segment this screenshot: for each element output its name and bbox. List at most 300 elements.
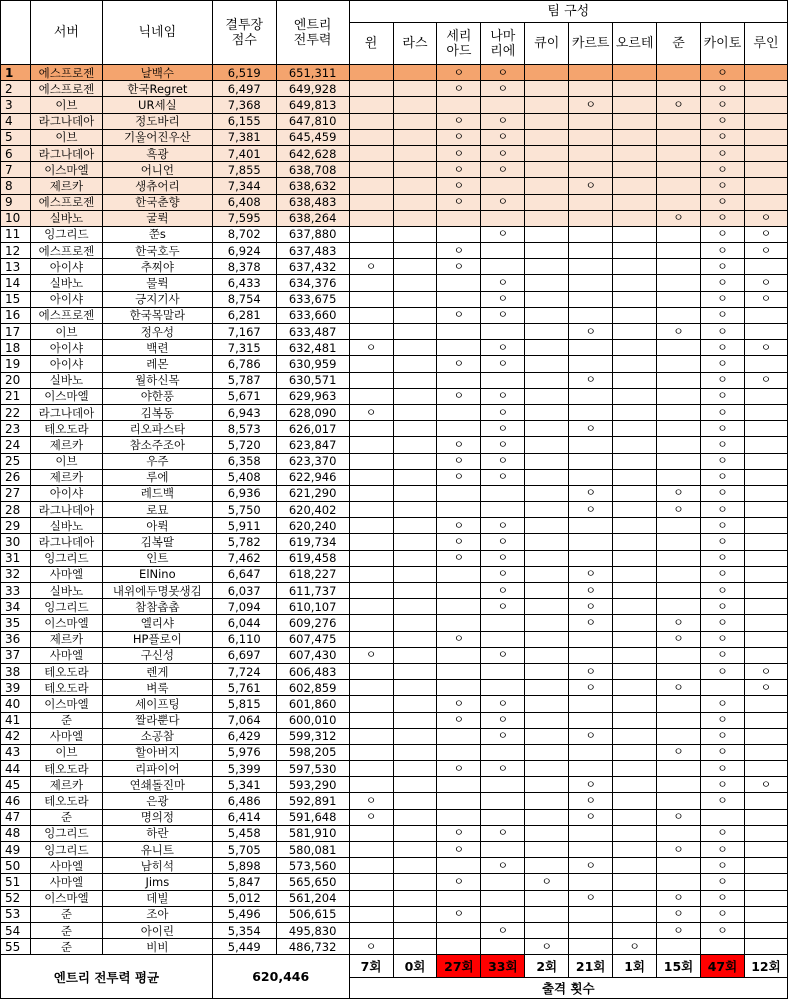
team-mark-cell <box>525 793 569 809</box>
team-mark-cell <box>525 356 569 372</box>
rank-cell: 7 <box>1 162 31 178</box>
nickname-cell: 렌게 <box>102 663 212 679</box>
table-row <box>1 437 788 453</box>
table-row <box>1 744 788 760</box>
team-mark-cell <box>613 259 657 275</box>
team-mark-cell: ㅇ <box>569 793 613 809</box>
team-mark-cell: ㅇ <box>481 421 525 437</box>
rank-cell: 1 <box>1 65 31 81</box>
nickname-cell: 김복동 <box>102 404 212 420</box>
team-mark-cell <box>657 777 701 793</box>
score-cell: 5,496 <box>212 906 276 922</box>
server-cell: 준 <box>30 906 102 922</box>
team-mark-cell <box>393 534 437 550</box>
power-cell: 607,475 <box>276 631 349 647</box>
team-mark-cell <box>525 534 569 550</box>
team-mark-cell: ㅇ <box>700 906 744 922</box>
score-cell: 5,408 <box>212 469 276 485</box>
sortie-count-cell: 0회 <box>393 955 437 978</box>
table-row <box>1 696 788 712</box>
power-cell: 600,010 <box>276 712 349 728</box>
team-mark-cell <box>569 842 613 858</box>
team-mark-cell <box>569 939 613 955</box>
score-cell: 5,898 <box>212 858 276 874</box>
score-cell: 5,787 <box>212 372 276 388</box>
team-mark-cell <box>525 744 569 760</box>
team-mark-cell <box>569 113 613 129</box>
rank-cell: 52 <box>1 890 31 906</box>
power-cell: 565,650 <box>276 874 349 890</box>
team-mark-cell: ㅇ <box>657 97 701 113</box>
team-mark-cell: ㅇ <box>700 858 744 874</box>
nickname-cell: 한국호두 <box>102 243 212 259</box>
team-mark-cell <box>393 922 437 938</box>
team-mark-cell <box>349 696 393 712</box>
team-mark-cell <box>657 372 701 388</box>
team-mark-cell <box>744 453 787 469</box>
server-cell: 이스마엘 <box>30 388 102 404</box>
team-mark-cell <box>349 129 393 145</box>
rank-cell: 18 <box>1 340 31 356</box>
server-cell: 아이샤 <box>30 356 102 372</box>
team-mark-cell: ㅇ <box>481 275 525 291</box>
team-mark-cell <box>525 404 569 420</box>
team-mark-cell <box>393 680 437 696</box>
rank-cell: 39 <box>1 680 31 696</box>
team-mark-cell <box>393 469 437 485</box>
sortie-count-cell: 7회 <box>349 955 393 978</box>
server-cell: 실바노 <box>30 583 102 599</box>
team-mark-cell: ㅇ <box>700 890 744 906</box>
table-row <box>1 647 788 663</box>
team-mark-cell <box>349 502 393 518</box>
team-mark-cell: ㅇ <box>481 129 525 145</box>
team-mark-cell: ㅇ <box>569 566 613 582</box>
team-mark-cell: ㅇ <box>437 162 481 178</box>
team-mark-cell <box>744 858 787 874</box>
team-mark-cell: ㅇ <box>437 518 481 534</box>
team-mark-cell <box>657 356 701 372</box>
team-mark-cell <box>481 485 525 501</box>
nickname-cell: 추찌야 <box>102 259 212 275</box>
team-mark-cell: ㅇ <box>569 777 613 793</box>
team-mark-cell <box>393 421 437 437</box>
team-mark-cell: ㅇ <box>700 469 744 485</box>
score-cell: 8,573 <box>212 421 276 437</box>
table-row <box>1 259 788 275</box>
team-mark-cell: ㅇ <box>744 372 787 388</box>
team-mark-cell <box>569 453 613 469</box>
team-mark-cell: ㅇ <box>481 226 525 242</box>
rank-cell: 23 <box>1 421 31 437</box>
table-row <box>1 340 788 356</box>
rank-cell: 34 <box>1 599 31 615</box>
team-mark-cell <box>744 631 787 647</box>
team-mark-cell <box>437 858 481 874</box>
team-mark-cell <box>744 162 787 178</box>
nickname-header: 닉네임 <box>102 1 212 65</box>
team-mark-cell: ㅇ <box>349 404 393 420</box>
rank-cell: 44 <box>1 761 31 777</box>
team-mark-cell <box>613 744 657 760</box>
server-cell: 아이샤 <box>30 259 102 275</box>
power-cell: 628,090 <box>276 404 349 420</box>
team-mark-cell <box>349 761 393 777</box>
table-row <box>1 518 788 534</box>
power-cell: 633,660 <box>276 307 349 323</box>
power-cell: 601,860 <box>276 696 349 712</box>
nickname-cell: 짤라뿐다 <box>102 712 212 728</box>
power-cell: 649,928 <box>276 81 349 97</box>
team-mark-cell <box>744 485 787 501</box>
table-row <box>1 291 788 307</box>
power-cell: 647,810 <box>276 113 349 129</box>
team-mark-cell <box>613 518 657 534</box>
team-mark-cell <box>657 421 701 437</box>
team-mark-cell <box>349 388 393 404</box>
team-mark-cell <box>349 275 393 291</box>
team-mark-cell <box>393 939 437 955</box>
team-mark-cell <box>349 469 393 485</box>
team-mark-cell <box>569 81 613 97</box>
rank-cell: 33 <box>1 583 31 599</box>
team-mark-cell <box>525 340 569 356</box>
team-mark-cell <box>481 210 525 226</box>
server-cell: 이스마엘 <box>30 162 102 178</box>
team-mark-cell <box>657 939 701 955</box>
team-mark-cell <box>349 226 393 242</box>
team-mark-cell <box>744 939 787 955</box>
table-row <box>1 469 788 485</box>
server-cell: 잉그리드 <box>30 842 102 858</box>
team-mark-cell: ㅇ <box>657 744 701 760</box>
team-mark-cell <box>613 469 657 485</box>
team-mark-cell <box>437 680 481 696</box>
team-mark-cell <box>437 583 481 599</box>
team-mark-cell <box>657 129 701 145</box>
team-mark-cell <box>349 194 393 210</box>
power-cell: 598,205 <box>276 744 349 760</box>
team-mark-cell <box>613 777 657 793</box>
team-mark-cell: ㅇ <box>437 81 481 97</box>
team-mark-cell <box>393 372 437 388</box>
server-cell: 에스프로젠 <box>30 307 102 323</box>
team-mark-cell <box>569 259 613 275</box>
team-mark-cell <box>569 437 613 453</box>
server-cell: 에스프로젠 <box>30 194 102 210</box>
table-row <box>1 145 788 161</box>
team-mark-cell <box>744 728 787 744</box>
team-mark-cell <box>393 647 437 663</box>
team-mark-cell: ㅇ <box>569 372 613 388</box>
server-cell: 이브 <box>30 453 102 469</box>
team-mark-cell <box>569 631 613 647</box>
team-mark-cell <box>393 793 437 809</box>
team-mark-cell: ㅇ <box>700 744 744 760</box>
sortie-count-cell: 2회 <box>525 955 569 978</box>
power-cell: 597,530 <box>276 761 349 777</box>
team-mark-cell <box>569 226 613 242</box>
team-mark-cell <box>349 324 393 340</box>
team-mark-cell <box>349 583 393 599</box>
power-cell: 486,732 <box>276 939 349 955</box>
team-mark-cell <box>393 874 437 890</box>
score-cell: 7,368 <box>212 97 276 113</box>
team-mark-cell <box>393 842 437 858</box>
nickname-cell: 조아 <box>102 906 212 922</box>
server-cell: 아이샤 <box>30 291 102 307</box>
team-mark-cell <box>349 81 393 97</box>
rank-cell: 31 <box>1 550 31 566</box>
score-cell: 6,786 <box>212 356 276 372</box>
team-mark-cell <box>393 437 437 453</box>
team-mark-cell: ㅇ <box>437 194 481 210</box>
power-cell: 619,458 <box>276 550 349 566</box>
server-cell: 에스프로젠 <box>30 243 102 259</box>
team-mark-cell <box>437 502 481 518</box>
team-mark-cell: ㅇ <box>481 583 525 599</box>
rank-cell: 12 <box>1 243 31 259</box>
team-mark-cell <box>393 858 437 874</box>
team-mark-cell: ㅇ <box>349 647 393 663</box>
team-mark-cell: ㅇ <box>569 178 613 194</box>
team-mark-cell <box>657 663 701 679</box>
team-mark-cell <box>437 890 481 906</box>
team-mark-cell <box>349 566 393 582</box>
nickname-cell: 명의정 <box>102 809 212 825</box>
team-mark-cell: ㅇ <box>481 388 525 404</box>
nickname-cell: 벼룩 <box>102 680 212 696</box>
team-mark-cell <box>744 615 787 631</box>
power-cell: 623,370 <box>276 453 349 469</box>
team-mark-cell <box>569 129 613 145</box>
team-mark-cell <box>393 145 437 161</box>
team-mark-cell <box>613 194 657 210</box>
team-mark-cell <box>657 453 701 469</box>
table-row <box>1 421 788 437</box>
character-header-2: 세리 아드 <box>437 23 481 65</box>
team-mark-cell <box>525 599 569 615</box>
nickname-cell: 리오파스타 <box>102 421 212 437</box>
team-header: 팀 구성 <box>349 1 787 23</box>
team-mark-cell <box>657 583 701 599</box>
team-mark-cell <box>349 145 393 161</box>
team-mark-cell <box>525 518 569 534</box>
server-cell: 준 <box>30 922 102 938</box>
score-cell: 7,344 <box>212 178 276 194</box>
team-mark-cell: ㅇ <box>700 81 744 97</box>
team-mark-cell <box>569 145 613 161</box>
team-mark-cell <box>657 437 701 453</box>
team-mark-cell <box>613 404 657 420</box>
team-mark-cell <box>393 81 437 97</box>
team-mark-cell <box>525 502 569 518</box>
table-row <box>1 583 788 599</box>
nickname-cell: 레몬 <box>102 356 212 372</box>
team-mark-cell <box>613 275 657 291</box>
team-mark-cell <box>393 712 437 728</box>
team-mark-cell <box>525 453 569 469</box>
nickname-cell: 야한풍 <box>102 388 212 404</box>
character-header-1: 라스 <box>393 23 437 65</box>
nickname-cell: 비비 <box>102 939 212 955</box>
rank-cell: 27 <box>1 485 31 501</box>
rank-cell: 17 <box>1 324 31 340</box>
table-row <box>1 194 788 210</box>
team-mark-cell <box>349 874 393 890</box>
table-row <box>1 243 788 259</box>
team-mark-cell <box>744 550 787 566</box>
team-mark-cell <box>613 809 657 825</box>
power-cell: 633,675 <box>276 291 349 307</box>
team-mark-cell <box>525 113 569 129</box>
team-mark-cell <box>349 65 393 81</box>
team-mark-cell: ㅇ <box>700 210 744 226</box>
nickname-cell: 데빌 <box>102 890 212 906</box>
team-mark-cell <box>437 599 481 615</box>
team-mark-cell: ㅇ <box>700 583 744 599</box>
server-cell: 아이샤 <box>30 485 102 501</box>
team-mark-cell <box>393 761 437 777</box>
team-mark-cell <box>393 194 437 210</box>
rank-cell: 19 <box>1 356 31 372</box>
team-mark-cell <box>657 728 701 744</box>
team-mark-cell <box>525 437 569 453</box>
team-mark-cell: ㅇ <box>657 615 701 631</box>
team-mark-cell: ㅇ <box>700 842 744 858</box>
team-mark-cell <box>613 534 657 550</box>
team-mark-cell: ㅇ <box>349 340 393 356</box>
power-cell: 620,402 <box>276 502 349 518</box>
team-mark-cell: ㅇ <box>481 437 525 453</box>
team-mark-cell <box>393 307 437 323</box>
team-mark-cell <box>613 210 657 226</box>
team-mark-cell: ㅇ <box>700 291 744 307</box>
team-mark-cell <box>744 469 787 485</box>
table-row <box>1 388 788 404</box>
team-mark-cell <box>657 712 701 728</box>
rank-cell: 14 <box>1 275 31 291</box>
team-mark-cell <box>744 113 787 129</box>
team-mark-cell <box>481 372 525 388</box>
team-mark-cell: ㅇ <box>744 680 787 696</box>
table-row <box>1 226 788 242</box>
team-mark-cell: ㅇ <box>437 129 481 145</box>
nickname-cell: 인트 <box>102 550 212 566</box>
team-mark-cell <box>744 922 787 938</box>
power-cell: 618,227 <box>276 566 349 582</box>
team-mark-cell <box>437 793 481 809</box>
team-mark-cell: ㅇ <box>700 226 744 242</box>
team-mark-cell <box>744 874 787 890</box>
team-mark-cell: ㅇ <box>700 324 744 340</box>
score-cell: 6,037 <box>212 583 276 599</box>
power-cell: 580,081 <box>276 842 349 858</box>
score-cell: 6,408 <box>212 194 276 210</box>
team-mark-cell <box>613 178 657 194</box>
team-mark-cell <box>613 663 657 679</box>
score-header <box>212 1 276 65</box>
team-mark-cell <box>393 825 437 841</box>
server-cell: 잉그리드 <box>30 226 102 242</box>
team-mark-cell <box>744 356 787 372</box>
score-cell: 5,012 <box>212 890 276 906</box>
team-mark-cell <box>437 226 481 242</box>
power-cell: 634,376 <box>276 275 349 291</box>
nickname-cell: 레드백 <box>102 485 212 501</box>
team-mark-cell <box>569 340 613 356</box>
team-mark-cell <box>393 65 437 81</box>
score-cell: 6,414 <box>212 809 276 825</box>
nickname-cell: 남히석 <box>102 858 212 874</box>
nickname-cell: 내위에두명못생김 <box>102 583 212 599</box>
team-mark-cell: ㅇ <box>349 259 393 275</box>
team-mark-cell <box>393 388 437 404</box>
team-mark-cell <box>569 825 613 841</box>
table-row <box>1 210 788 226</box>
server-cell: 이스마엘 <box>30 890 102 906</box>
team-mark-cell <box>613 647 657 663</box>
rank-cell: 47 <box>1 809 31 825</box>
team-mark-cell <box>700 809 744 825</box>
team-mark-cell <box>437 744 481 760</box>
team-mark-cell <box>525 550 569 566</box>
server-cell: 테오도라 <box>30 680 102 696</box>
team-mark-cell: ㅇ <box>700 275 744 291</box>
team-mark-cell <box>481 502 525 518</box>
team-mark-cell: ㅇ <box>700 340 744 356</box>
team-mark-cell: ㅇ <box>657 631 701 647</box>
score-cell: 6,647 <box>212 566 276 582</box>
nickname-cell: 연쇄돌진마 <box>102 777 212 793</box>
power-cell: 591,648 <box>276 809 349 825</box>
team-mark-cell <box>744 809 787 825</box>
rank-cell: 46 <box>1 793 31 809</box>
rank-cell: 55 <box>1 939 31 955</box>
team-mark-cell <box>613 906 657 922</box>
team-mark-cell: ㅇ <box>700 97 744 113</box>
team-mark-cell: ㅇ <box>481 307 525 323</box>
team-mark-cell <box>393 259 437 275</box>
team-mark-cell: ㅇ <box>437 145 481 161</box>
team-mark-cell <box>349 437 393 453</box>
team-mark-cell <box>613 793 657 809</box>
nickname-cell: 로묘 <box>102 502 212 518</box>
team-mark-cell <box>657 388 701 404</box>
team-mark-cell: ㅇ <box>481 728 525 744</box>
character-header-7: 준 <box>657 23 701 65</box>
team-mark-cell: ㅇ <box>700 243 744 259</box>
team-mark-cell: ㅇ <box>700 113 744 129</box>
server-cell: 잉그리드 <box>30 550 102 566</box>
average-power-value: 620,446 <box>212 955 349 999</box>
team-mark-cell <box>613 453 657 469</box>
team-mark-cell: ㅇ <box>437 696 481 712</box>
team-mark-cell <box>613 145 657 161</box>
team-mark-cell <box>657 194 701 210</box>
team-mark-cell <box>437 663 481 679</box>
team-mark-cell <box>613 583 657 599</box>
team-mark-cell <box>481 777 525 793</box>
table-row <box>1 178 788 194</box>
server-cell: 제르카 <box>30 777 102 793</box>
team-mark-cell <box>613 437 657 453</box>
character-header-0: 윈 <box>349 23 393 65</box>
team-mark-cell: ㅇ <box>744 663 787 679</box>
nickname-cell: 참소주조아 <box>102 437 212 453</box>
team-mark-cell: ㅇ <box>437 712 481 728</box>
team-mark-cell <box>569 243 613 259</box>
